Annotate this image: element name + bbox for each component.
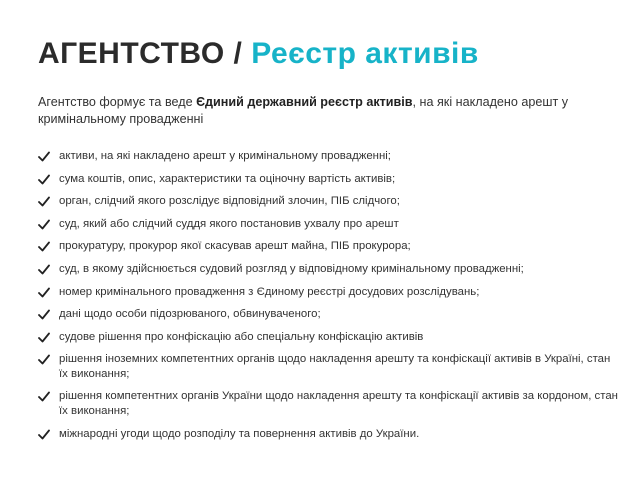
list-item-text: номер кримінального провадження з Єдиному реєстрі досудових розслідувань; [59,285,480,298]
checkmark-icon [38,354,50,365]
list-item [38,172,618,187]
title-agency: АГЕНТСТВО [38,37,225,70]
registry-items-list [38,149,618,449]
list-item [38,389,618,418]
list-item-text: орган, слідчий якого розслідує відповідний злочин, ПІБ слідчого; [59,195,400,208]
title-separator: / [224,37,252,70]
page-title [38,34,479,74]
list-item [38,262,618,277]
checkmark-icon [38,151,50,162]
list-item [38,194,618,209]
list-item-text: суд, який або слідчий суддя якого постановив ухвалу про арешт [59,217,399,230]
list-item-text: судове рішення про конфіскацію або спеціальну конфіскацію активів [59,330,424,343]
list-item [38,149,618,164]
list-item-text: рішення іноземних компетентних органів щодо накладення арешту та конфіскації активів в Україні, стан їх виконання; [59,353,611,380]
checkmark-icon [38,429,50,440]
list-item-text: міжнародні угоди щодо розподілу та повернення активів до України. [59,427,420,440]
list-item-text: сума коштів, опис, характеристики та оціночну вартість активів; [59,172,396,185]
list-item [38,307,618,322]
list-item [38,427,618,442]
list-item [38,330,618,345]
checkmark-icon [38,287,50,298]
list-item-text: рішення компетентних органів України щодо накладення арешту та конфіскації активів за кордоном, стан їх виконання; [59,390,618,417]
checkmark-icon [38,264,50,275]
checkmark-icon [38,332,50,343]
title-registry: Реєстр активів [251,37,479,70]
list-item-text: прокуратуру, прокурор якої скасував арешт майна, ПІБ прокурора; [59,240,411,253]
list-item [38,239,618,254]
intro-text-bold: Єдиний державний реєстр активів [196,95,413,109]
checkmark-icon [38,391,50,402]
intro-text-before: Агентство формує та веде [38,95,197,109]
list-item [38,217,618,232]
checkmark-icon [38,219,50,230]
list-item [38,285,618,300]
intro-paragraph [38,94,598,128]
list-item-text: активи, на які накладено арешт у кримінальному провадженні; [59,150,391,162]
list-item-text: дані щодо особи підозрюваного, обвинуваченого; [59,308,321,321]
checkmark-icon [38,241,50,252]
list-item [38,352,618,381]
list-item-text: суд, в якому здійснюється судовий розгляд у відповідному кримінальному провадженні; [59,262,524,275]
intro-text-after: , на які накладено арешт у кримінальному провадженні [38,95,569,126]
checkmark-icon [38,196,50,207]
checkmark-icon [38,174,50,185]
checkmark-icon [38,309,50,320]
